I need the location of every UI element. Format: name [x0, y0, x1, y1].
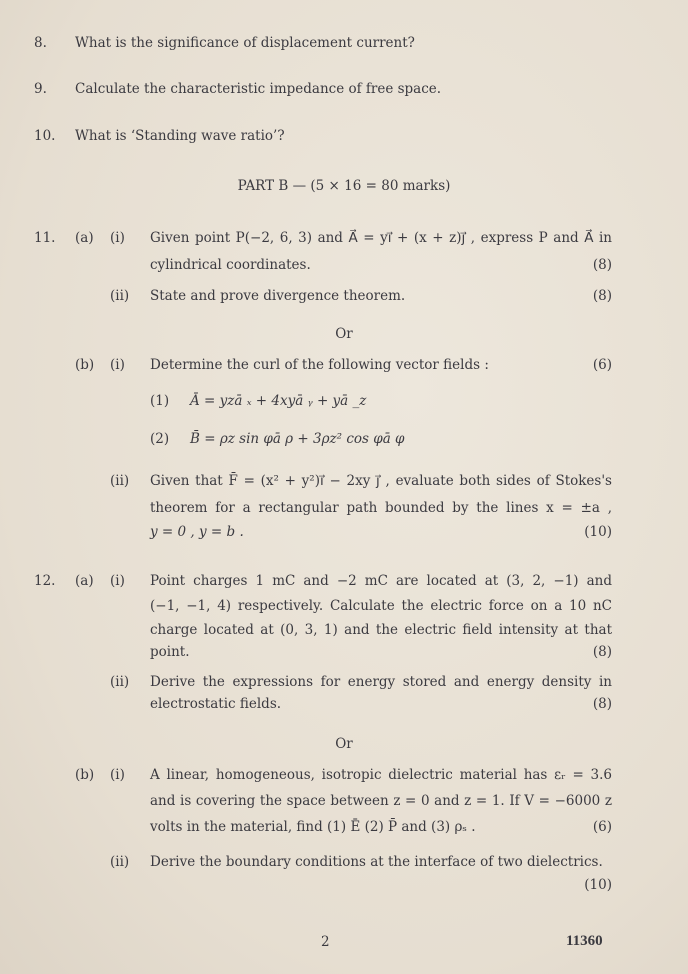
- question-number: 10.: [34, 128, 56, 144]
- question-text: State and prove divergence theorem.: [150, 288, 406, 304]
- question-text: What is the significance of displacement current?: [75, 35, 415, 51]
- part-label: (b): [75, 357, 95, 373]
- page-number: 2: [321, 934, 330, 950]
- question-line: [150, 287, 612, 305]
- question-text: cylindrical coordinates.: [150, 257, 311, 273]
- part-label: (a): [75, 573, 94, 589]
- question-text: electrostatic fields.: [150, 696, 282, 712]
- question-text: Point charges 1 mC and −2 mC are located at (3, 2, −1) and: [150, 573, 612, 589]
- sub-label: (ii): [110, 473, 130, 489]
- question-text: Derive the expressions for energy stored and energy density in: [150, 674, 612, 690]
- question-text: (−1, −1, 4) respectively. Calculate the electric force on a 10 nC: [150, 598, 612, 614]
- equation: B̄ = ρz sin φā ρ + 3ρz² cos φā φ: [190, 431, 405, 447]
- question-line: [150, 695, 612, 713]
- question-text: volts in the material, find (1) Ē (2) P̄ and (3) ρₛ .: [150, 819, 476, 835]
- item-label: (2): [150, 431, 170, 447]
- equation: Ā = yzā ₓ + 4xyā ᵧ + yā _z: [190, 393, 367, 409]
- question-text: point.: [150, 644, 190, 660]
- question-number: 8.: [34, 35, 47, 51]
- sub-label: (i): [110, 573, 125, 589]
- marks: (6): [592, 357, 612, 373]
- marks: (8): [592, 288, 612, 304]
- or-divider: Or: [335, 736, 353, 752]
- question-text: Derive the boundary conditions at the interface of two dielectrics.: [150, 854, 603, 870]
- sub-label: (i): [110, 230, 125, 246]
- question-number: 11.: [34, 230, 56, 246]
- question-text: Given that F̄ = (x² + y²)i⃗ − 2xy j⃗ , evaluate both sides of Stokes's: [150, 473, 612, 489]
- question-text: Calculate the characteristic impedance of free space.: [75, 81, 442, 97]
- sub-label: (ii): [110, 674, 130, 690]
- question-text: A linear, homogeneous, isotropic dielectric material has εᵣ = 3.6: [150, 767, 612, 783]
- question-line: [150, 818, 612, 836]
- part-label: (b): [75, 767, 95, 783]
- question-line: [150, 356, 612, 374]
- marks: (10): [584, 877, 612, 893]
- or-divider: Or: [335, 326, 353, 342]
- question-text: Determine the curl of the following vector fields :: [150, 357, 489, 373]
- question-line: [150, 256, 612, 274]
- sub-label: (i): [110, 357, 125, 373]
- marks: (8): [592, 696, 612, 712]
- question-number: 12.: [34, 573, 56, 589]
- question-text: theorem for a rectangular path bounded by the lines x = ±a ,: [150, 500, 612, 516]
- marks: (10): [584, 524, 612, 540]
- sub-label: (ii): [110, 288, 130, 304]
- part-b-heading: PART B — (5 × 16 = 80 marks): [237, 178, 451, 194]
- question-text: and is covering the space between z = 0 and z = 1. If V = −6000 z: [150, 793, 612, 809]
- sub-label: (i): [110, 767, 125, 783]
- sub-label: (ii): [110, 854, 130, 870]
- item-label: (1): [150, 393, 170, 409]
- question-line: [150, 523, 612, 541]
- question-text: Given point P(−2, 6, 3) and A⃗ = yi⃗ + (x + z)j⃗ , express P and A⃗ in: [150, 230, 612, 246]
- question-text: What is ‘Standing wave ratio’?: [75, 128, 285, 144]
- question-number: 9.: [34, 81, 47, 97]
- marks: (8): [592, 644, 612, 660]
- marks: (6): [592, 819, 612, 835]
- question-text: charge located at (0, 3, 1) and the electric field intensity at that: [150, 622, 612, 638]
- paper-code: 11360: [566, 933, 603, 949]
- question-text: y = 0 , y = b .: [150, 524, 244, 540]
- marks: (8): [592, 257, 612, 273]
- question-line: [150, 643, 612, 661]
- part-label: (a): [75, 230, 94, 246]
